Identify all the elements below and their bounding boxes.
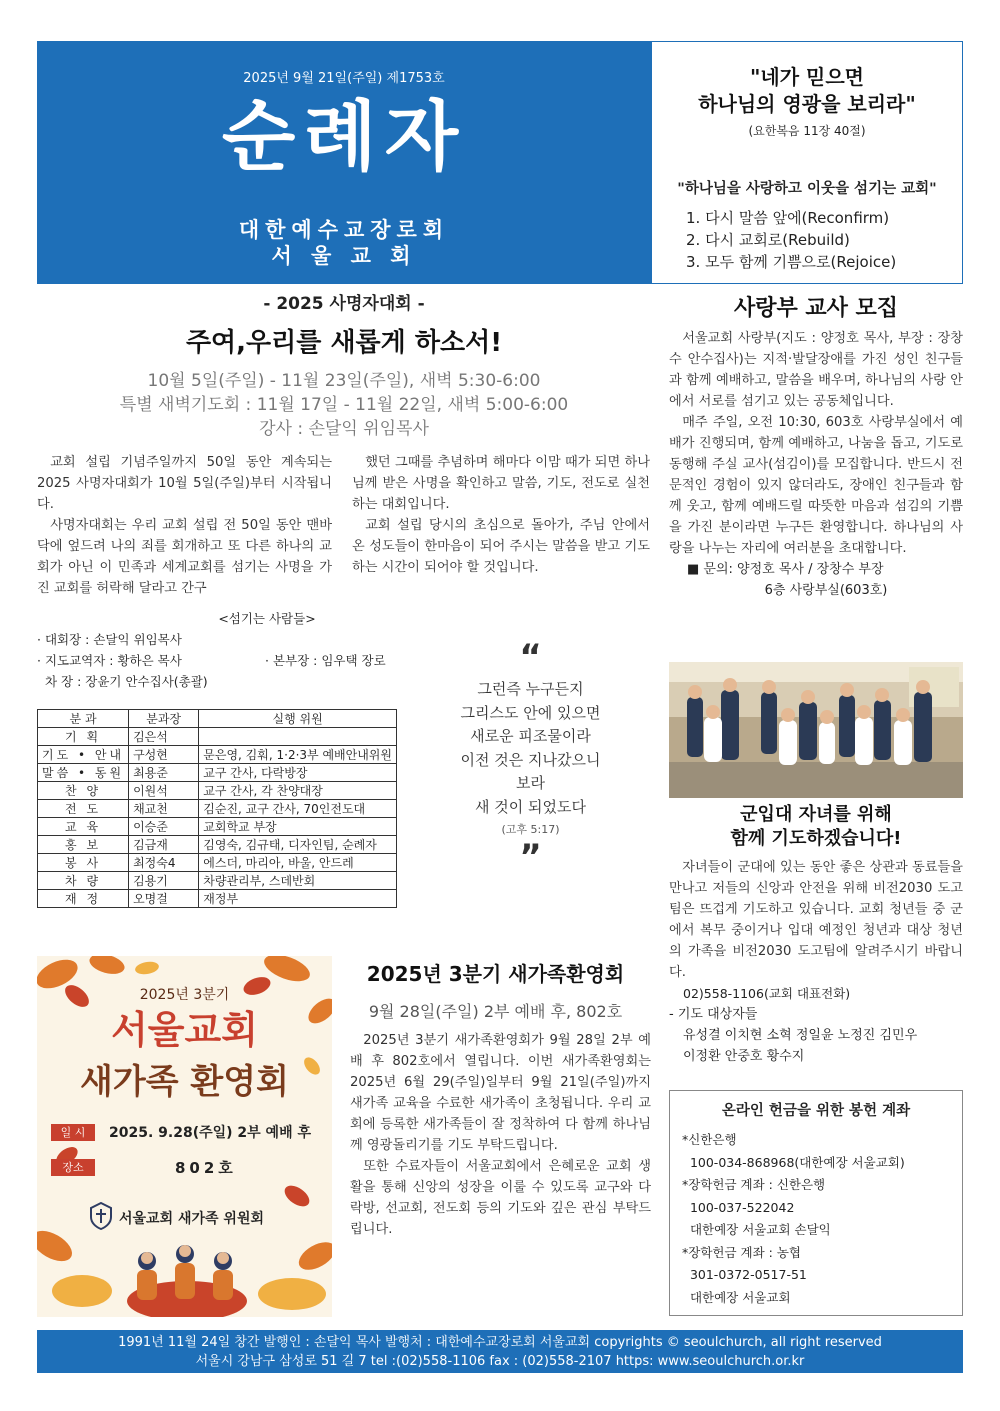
revival-paragraph: 사명자대회는 우리 교회 설립 전 50일 동안 맨바닥에 엎드려 나의 죄를 회개하고 또 다른 하나의 교회가 아닌 이 민족과 세계교회를 섬기는 사명을 가진 교회를 허락해 달라고 간구 xyxy=(37,518,332,596)
roles-members-cell: 에스더, 마리아, 바울, 안드레 xyxy=(199,854,397,872)
roles-table-row xyxy=(38,728,397,746)
teacher-recruit xyxy=(669,291,963,601)
poster-title-2: 새가족 환영회 xyxy=(80,1062,289,1102)
roles-members-cell: 교구 간사, 각 찬양대장 xyxy=(199,782,397,800)
offering-line: 301-0372-0517-51 xyxy=(682,1267,807,1282)
roles-division-cell: 홍 보 xyxy=(38,836,129,854)
roles-table-row xyxy=(38,854,397,872)
roles-members-cell: 차량관리부, 스데반회 xyxy=(199,872,397,890)
revival-special-prayer: 특별 새벽기도회 : 11월 17일 - 11월 22일, 새벽 5:00-6:00 xyxy=(119,395,569,415)
quote-line: 새 것이 되었도다 xyxy=(475,797,586,816)
roles-table-row xyxy=(38,746,397,764)
quote-line: 새로운 피조물이라 xyxy=(470,727,591,745)
roles-division-cell: 말씀 • 동원 xyxy=(38,764,129,782)
revival-headline: 주여,우리를 새롭게 하소서! xyxy=(185,328,503,358)
roles-table-row xyxy=(38,872,397,890)
church-name-line2: 서 울 교 회 xyxy=(271,244,417,268)
military-phone: 02)558-1106(교회 대표전화) xyxy=(683,986,851,1001)
roles-table-row xyxy=(38,836,397,854)
motto-verse-line2: 하나님의 영광을 보리라" xyxy=(698,92,916,116)
welcome-body xyxy=(340,1030,651,1240)
revival-paragraph: 했던 그때를 추념하며 해마다 이맘 때가 되면 하나님께 받은 사명을 확인하고 말씀, 기도, 전도로 실천하는 대회입니다. xyxy=(352,455,650,512)
roles-table-row xyxy=(38,764,397,782)
revival-dates: 10월 5일(주일) - 11월 23일(주일), 새벽 5:30-6:00 xyxy=(147,371,541,391)
quote-line: 그리스도 안에 있으면 xyxy=(460,703,601,722)
roles-table-header xyxy=(38,710,397,728)
teacher-recruit-title: 사랑부 교사 모집 xyxy=(733,296,899,321)
roles-head-cell: 구성현 xyxy=(129,746,199,764)
revival-schedule xyxy=(37,369,651,441)
roles-division-cell: 전 도 xyxy=(38,800,129,818)
roles-head-cell: 김용기 xyxy=(129,872,199,890)
military-paragraph: 자녀들이 군대에 있는 동안 좋은 상관과 동료들을 만나고 저들의 신앙과 안전을 위해 비전2030 도고팀은 뜨겁게 기도하고 있습니다. 교회 청년들 중 군에서 복무 중이거나 입대 예정인 청년과 대상 청년의 가족을 비전2030 도고팀에 알려주시기 바랍니다. xyxy=(669,860,963,980)
servers-title: <섬기는 사람들> xyxy=(218,611,316,626)
offering-line: *신한은행 xyxy=(682,1132,737,1147)
roles-header-division: 분 과 xyxy=(38,710,129,728)
welcome-title: 2025년 3분기 새가족환영회 xyxy=(366,962,625,986)
teacher-room: 6층 사랑부실(603호) xyxy=(764,583,888,598)
offering-box xyxy=(669,1090,963,1316)
servers-leader: · 대회장 : 손달익 위임목사 xyxy=(37,632,182,647)
motto-verse xyxy=(652,64,962,118)
offering-line: 100-037-522042 xyxy=(682,1199,795,1215)
quote-line: 그런즉 누구든지 xyxy=(477,680,584,698)
roles-members-cell: 문은영, 김훠, 1·2·3부 예배안내위원 xyxy=(199,746,397,764)
roles-head-cell: 오명걸 xyxy=(129,890,199,908)
servers-vicechief: 차 장 : 장윤기 안수집사(총괄) xyxy=(45,674,208,689)
roles-division-cell: 찬 양 xyxy=(38,782,129,800)
open-quote-icon: “ xyxy=(519,637,542,677)
motto-list xyxy=(686,207,896,273)
poster-committee: 서울교회 새가족 위원회 xyxy=(119,1211,264,1227)
welcome-paragraph: 또한 수료자들이 서울교회에서 은혜로운 교회 생활을 통해 신앙의 성장을 이룰 수 있도록 교구와 다락방, 선교회, 전도회 등의 기도와 깊은 관심 부탁드립니다. xyxy=(350,1159,651,1237)
offering-line: *장학헌금 계좌 : 신한은행 xyxy=(682,1177,826,1192)
offering-line: 대한예장 서울교회 xyxy=(682,1289,791,1305)
military-title xyxy=(669,803,963,851)
church-name xyxy=(37,217,651,269)
roles-members-cell: 김순진, 교구 간사, 70인전도대 xyxy=(199,800,397,818)
roles-members-cell: 재정부 xyxy=(199,890,397,908)
roles-members-cell: 교회학교 부장 xyxy=(199,818,397,836)
roles-head-cell: 이승준 xyxy=(129,818,199,836)
issue-date: 2025년 9월 21일(주일) 제1753호 xyxy=(243,71,445,86)
roles-head-cell: 김은석 xyxy=(129,728,199,746)
welcome-article xyxy=(340,958,651,1240)
teacher-contact: ■ 문의: 양정호 목사 / 장창수 부장 xyxy=(687,562,884,577)
church-emblem-icon xyxy=(89,1202,113,1230)
motto-box xyxy=(651,41,963,284)
roles-division-cell: 차 량 xyxy=(38,872,129,890)
motto-item: 1. 다시 말씀 앞에(Reconfirm) xyxy=(686,209,890,227)
church-motto: "하나님을 사랑하고 이웃을 섬기는 교회" xyxy=(677,181,937,197)
roles-head-cell: 최용준 xyxy=(129,764,199,782)
roles-table-row xyxy=(38,782,397,800)
roles-table-row xyxy=(38,890,397,908)
roles-table-body xyxy=(38,728,397,908)
motto-verse-line1: "네가 믿으면 xyxy=(750,65,864,89)
poster-date-label: 일 시 xyxy=(51,1124,95,1141)
teacher-paragraph: 매주 주일, 오전 10:30, 603호 사랑부실에서 예배가 진행되며, 함께 예배하고, 나눔을 돕고, 기도로 동행해 주실 교사(섬김이)를 모집합니다. 반드시 전문적인 경험이 있지 않더라도, 장애인 친구들과 함께 웃고, 함께 예배드릴 따뜻한 마음과 섬김의 기쁨을 가진 분이라면 누구든 환영합니다. 하나님의 사랑을 나누는 자리에 여러분을 초대합니다. xyxy=(669,415,963,556)
newsletter-title: 순례자 xyxy=(221,92,467,181)
roles-division-cell: 재 정 xyxy=(38,890,129,908)
roles-head-cell: 채교천 xyxy=(129,800,199,818)
roles-head-cell: 이원석 xyxy=(129,782,199,800)
roles-division-cell: 기 획 xyxy=(38,728,129,746)
military-targets-line2: 이정환 안중호 황수지 xyxy=(683,1049,805,1064)
military-targets-label: - 기도 대상자들 xyxy=(669,1007,758,1022)
poster-place-label: 장소 xyxy=(51,1159,95,1176)
servers-headchief: · 본부장 : 임우택 장로 xyxy=(265,653,386,668)
revival-column-2 xyxy=(352,452,650,578)
roles-division-cell: 봉 사 xyxy=(38,854,129,872)
offering-title: 온라인 헌금을 위한 봉헌 계좌 xyxy=(721,1103,911,1119)
roles-members-cell xyxy=(199,728,397,746)
poster-place: 802호 xyxy=(175,1159,237,1177)
quote-line: 보라 xyxy=(516,774,545,792)
roles-table-row xyxy=(38,818,397,836)
military-title-line2: 함께 기도하겠습니다! xyxy=(730,828,902,849)
offering-line: *장학헌금 계좌 : 농협 xyxy=(682,1244,801,1260)
welcome-subtitle: 9월 28일(주일) 2부 예배 후, 802호 xyxy=(368,1002,623,1021)
motto-item: 3. 모두 함께 기쁨으로(Rejoice) xyxy=(686,253,897,271)
offering-line: 대한예장 서울교회 손달익 xyxy=(682,1222,831,1237)
revival-column-1 xyxy=(37,452,332,599)
roles-division-cell: 교 육 xyxy=(38,818,129,836)
revival-speaker: 강사 : 손달익 위임목사 xyxy=(259,419,429,439)
revival-kicker: - 2025 사명자대회 - xyxy=(263,294,425,314)
offering-line: 100-034-868968(대한예장 서울교회) xyxy=(682,1154,905,1170)
roles-members-cell: 교구 간사, 다락방장 xyxy=(199,764,397,782)
welcome-poster xyxy=(37,956,332,1317)
quote-reference: (고후 5:17) xyxy=(501,823,560,836)
poster-date: 2025. 9.28(주일) 2부 예배 후 xyxy=(109,1125,312,1141)
roles-table-row xyxy=(38,800,397,818)
military-prayer xyxy=(669,803,963,1067)
dance-photo-illustration xyxy=(669,662,963,798)
roles-head-cell: 최정숙4 xyxy=(129,854,199,872)
close-quote-icon: ” xyxy=(519,837,542,877)
poster-season: 2025년 3분기 xyxy=(139,987,230,1003)
offering-lines xyxy=(682,1129,962,1309)
roles-header-members: 실행 위원 xyxy=(199,710,397,728)
footer-line2: 서울시 강남구 삼성로 51 길 7 tel :(02)558-1106 fax : (02)558-2107 https: www.seoulchurch.or.kr xyxy=(195,1354,805,1369)
motto-item: 2. 다시 교회로(Rebuild) xyxy=(686,231,850,249)
footer-line1: 1991년 11월 24일 창간 발행인 : 손달익 목사 발행처 : 대한예수교장로회 서울교회 copyrights © seoulchurch, all right reserved xyxy=(118,1335,882,1350)
roles-division-cell: 기도 • 안내 xyxy=(38,746,129,764)
motto-verse-reference: (요한복음 11장 40절) xyxy=(748,124,866,138)
footer xyxy=(37,1330,963,1373)
quote-lines xyxy=(418,678,643,819)
revival-header xyxy=(37,289,651,441)
quote-line: 이전 것은 지나갔으니 xyxy=(460,750,601,769)
military-title-line1: 군입대 자녀를 위해 xyxy=(740,804,892,825)
military-body xyxy=(669,857,963,983)
sarangbu-photo xyxy=(669,662,963,798)
teacher-paragraph: 서울교회 사랑부(지도 : 양정호 목사, 부장 : 장창수 안수집사)는 지적·발달장애를 가진 성인 친구들과 함께 예배하고, 말씀을 배우며, 하나님의 사랑 안에서 서로를 섬기고 있는 공동체입니다. xyxy=(669,331,963,409)
roles-table xyxy=(37,709,397,908)
church-name-line1: 대한예수교장로회 xyxy=(238,218,450,242)
revival-paragraph: 교회 설립 기념주일까지 50일 동안 계속되는 2025 사명자대회가 10월 5일(주일)부터 시작됩니다. xyxy=(37,455,332,512)
military-targets-line1: 유성결 이치현 소혁 정일윤 노정진 김민우 xyxy=(683,1028,918,1043)
poster-title-1: 서울교회 xyxy=(111,1008,258,1052)
welcome-paragraph: 2025년 3분기 새가족환영회가 9월 28일 2부 예배 후 802호에서 열립니다. 이번 새가족환영회는 2025년 6월 29(주일)일부터 9월 21일(주일)까지 새가족 교육을 수료한 새가족이 초청됩니다. 우리 교회에 등록한 새가족들이 잘 정착하여 다 함께 하나님께 영광돌리기를 기도 부탁드립니다. xyxy=(350,1033,651,1153)
roles-members-cell: 김영숙, 김규태, 디자인팀, 순례자 xyxy=(199,836,397,854)
revival-paragraph: 교회 설립 당시의 초심으로 돌아가, 주님 안에서 온 성도들이 한마음이 되어 주시는 말씀을 받고 기도하는 시간이 되어야 할 것입니다. xyxy=(352,518,650,575)
roles-head-cell: 김금재 xyxy=(129,836,199,854)
roles-header-head: 분과장 xyxy=(129,710,199,728)
masthead xyxy=(37,41,651,284)
servers-director: · 지도교역자 : 황하은 목사 xyxy=(37,653,182,668)
scripture-quote xyxy=(418,637,643,877)
teacher-recruit-body xyxy=(669,328,963,559)
